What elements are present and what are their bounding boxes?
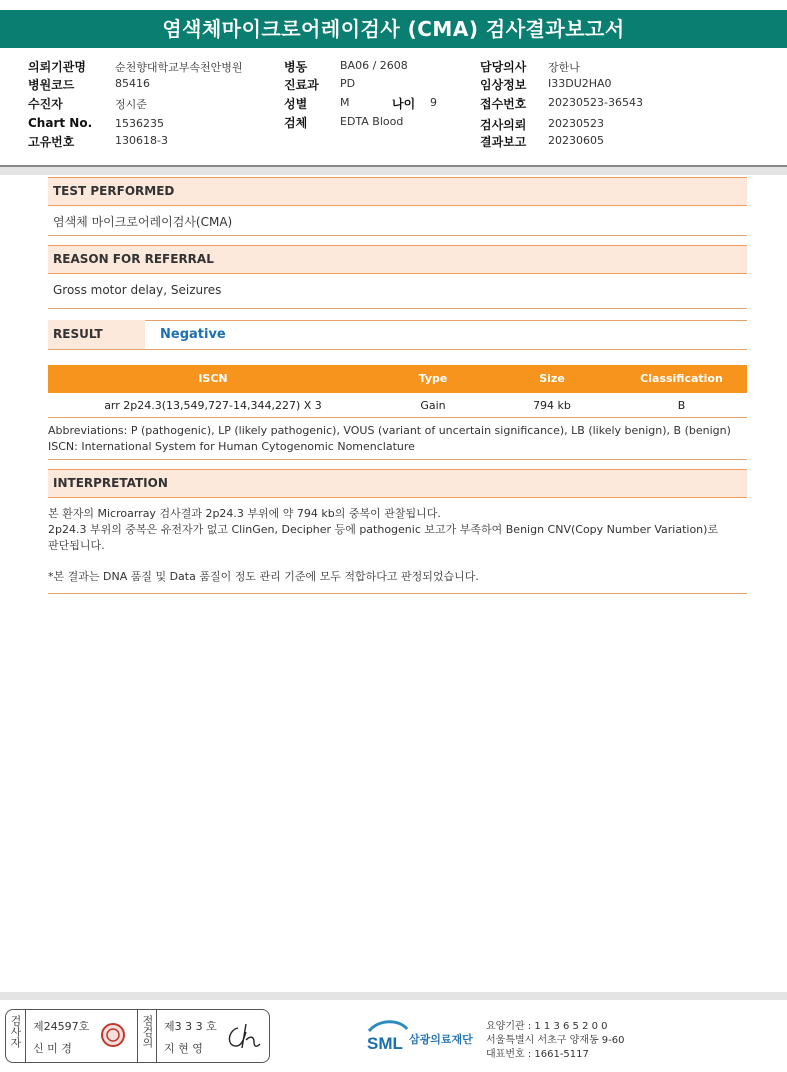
requesting-institution-label: 의뢰기관명: [28, 60, 86, 74]
inspector-label: 검사자: [9, 1015, 22, 1048]
specimen-label: 검체: [284, 116, 308, 130]
referral-text: Gross motor delay, Seizures: [53, 283, 222, 297]
footer-band: [0, 992, 787, 1000]
inspector-license: 제24597호: [33, 1020, 90, 1033]
hospital-code-value: 85416: [115, 77, 150, 90]
abbreviations-line: Abbreviations: P (pathogenic), LP (likely pathogenic), VOUS (variant of uncertain significance), LB (likely benign), B (benign): [48, 424, 731, 437]
unique-no-label: 고유번호: [28, 135, 75, 149]
header-band: [0, 167, 787, 175]
patient-header: [0, 55, 787, 165]
address: 서울특별시 서초구 양재동 9-60: [486, 1035, 625, 1046]
department-label: 진료과: [284, 78, 319, 92]
specimen-value: EDTA Blood: [340, 115, 404, 128]
cell-iscn: arr 2p24.3(13,549,727-14,344,227) X 3: [104, 399, 322, 412]
result-label: RESULT: [48, 320, 145, 349]
divider: [48, 593, 747, 594]
ward-value: BA06 / 2608: [340, 59, 408, 72]
cell-classification: B: [677, 399, 686, 412]
unique-no-value: 130618-3: [115, 134, 168, 147]
inspector-name: 신 미 경: [33, 1042, 72, 1055]
cell-type: Gain: [420, 399, 446, 412]
interpretation-heading: INTERPRETATION: [48, 469, 747, 498]
physician-label: 담당의사: [480, 60, 527, 74]
checker-label: 점검의: [141, 1015, 154, 1048]
divider: [48, 308, 747, 309]
sml-logo: [365, 1017, 485, 1055]
hospital-code-label: 병원코드: [28, 78, 75, 92]
chart-no-label: Chart No.: [28, 116, 93, 130]
department-value: PD: [340, 77, 356, 90]
quality-note: *본 결과는 DNA 품질 및 Data 품질이 정도 관리 기준에 모두 적합하다고 판정되었습니다.: [48, 570, 479, 583]
interpretation-line: 2p24.3 부위의 중복은 유전자가 없고 ClinGen, Decipher 등에 pathogenic 보고가 부족하여 Benign CNV(Copy Number Variation)로: [48, 523, 719, 536]
sex-label: 성별: [284, 97, 308, 111]
request-date-label: 검사의뢰: [480, 118, 527, 132]
patient-label: 수진자: [28, 97, 63, 111]
sml-logo-text: SML: [367, 1034, 403, 1053]
divider: [137, 1010, 138, 1062]
request-date-value: 20230523: [548, 117, 604, 130]
sml-logo-icon: [365, 1017, 409, 1055]
test-performed-text: 염색체 마이크로어레이검사(CMA): [53, 215, 233, 229]
interpretation-line: 본 환자의 Microarray 검사결과 2p24.3 부위에 약 794 kb의 중복이 관찰됩니다.: [48, 507, 441, 520]
divider: [48, 459, 747, 460]
phone: 대표번호 : 1661-5117: [486, 1049, 589, 1060]
institution-code: 요양기관 : 1 1 3 6 5 2 0 0: [486, 1021, 608, 1032]
divider: [48, 320, 747, 321]
divider: [156, 1010, 157, 1062]
cell-size: 794 kb: [533, 399, 571, 412]
age-label: 나이: [392, 97, 416, 111]
sex-value: M: [340, 96, 350, 109]
iscn-definition-line: ISCN: International System for Human Cytogenomic Nomenclature: [48, 440, 415, 453]
report-title: 염색체마이크로어레이검사 (CMA) 검사결과보고서: [0, 10, 787, 48]
clinical-info-label: 임상정보: [480, 78, 527, 92]
signature-icon: [224, 1020, 264, 1052]
inspector-seal-icon: [100, 1022, 126, 1048]
divider: [25, 1010, 26, 1062]
receipt-no-value: 20230523-36543: [548, 96, 643, 109]
test-performed-heading: TEST PERFORMED: [48, 177, 747, 206]
ward-label: 병동: [284, 60, 308, 74]
receipt-no-label: 접수번호: [480, 97, 527, 111]
divider: [48, 349, 747, 350]
clinical-info-value: I33DU2HA0: [548, 77, 612, 90]
col-header-type: Type: [418, 372, 448, 385]
physician-value: 장한나: [548, 61, 580, 74]
interpretation-line: 판단됩니다.: [48, 539, 105, 552]
result-value: Negative: [160, 327, 226, 342]
checker-license: 제3 3 3 호: [164, 1020, 217, 1033]
report-date-label: 결과보고: [480, 135, 527, 149]
divider: [48, 417, 747, 418]
report-date-value: 20230605: [548, 134, 604, 147]
referral-heading: REASON FOR REFERRAL: [48, 245, 747, 274]
divider: [48, 235, 747, 236]
checker-name: 지 현 영: [164, 1042, 203, 1055]
chart-no-value: 1536235: [115, 117, 164, 130]
col-header-size: Size: [539, 372, 565, 385]
age-value: 9: [430, 96, 437, 109]
col-header-classification: Classification: [640, 372, 723, 385]
col-header-iscn: ISCN: [198, 372, 228, 385]
patient-value: 정시준: [115, 98, 147, 111]
signature-box: [5, 1009, 270, 1063]
results-table-header: [48, 365, 747, 393]
org-name: 삼광의료재단: [409, 1033, 473, 1046]
requesting-institution-value: 순천향대학교부속천안병원: [115, 61, 243, 74]
